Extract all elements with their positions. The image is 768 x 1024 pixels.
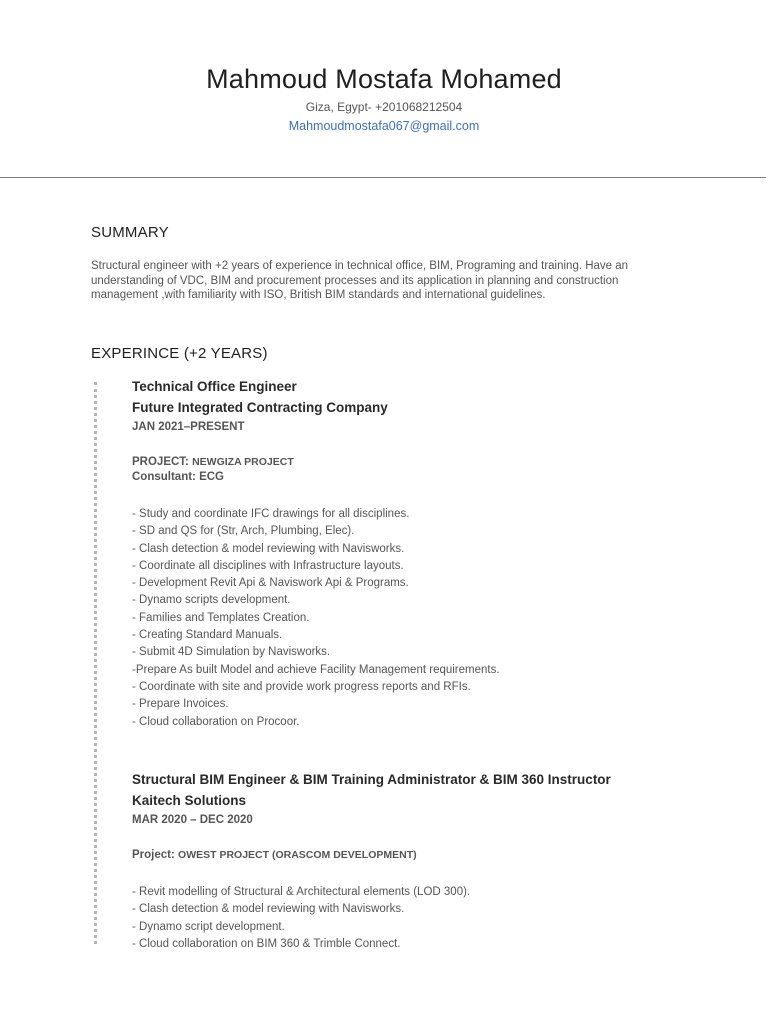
project-name: OWEST PROJECT (ORASCOM DEVELOPMENT) xyxy=(178,849,417,861)
job-title: Technical Office Engineer xyxy=(132,379,297,394)
job-entry xyxy=(132,769,692,953)
project-label: PROJECT: xyxy=(132,456,189,468)
duty-item: - Coordinate with site and provide work progress reports and RFIs. xyxy=(132,680,471,693)
duty-item: - SD and QS for (Str, Arch, Plumbing, Elec). xyxy=(132,525,355,538)
duty-item: - Cloud collaboration on BIM 360 & Trimble Connect. xyxy=(132,937,401,950)
duty-item: - Creating Standard Manuals. xyxy=(132,629,283,642)
header-divider xyxy=(0,177,766,178)
duty-item: - Cloud collaboration on Procoor. xyxy=(132,715,300,728)
summary-heading: SUMMARY xyxy=(91,224,169,241)
job-company: Future Integrated Contracting Company xyxy=(132,400,388,415)
project-name: NEWGIZA PROJECT xyxy=(192,456,294,468)
job-entry xyxy=(132,376,692,731)
duty-item: - Clash detection & model reviewing with Navisworks. xyxy=(132,903,405,916)
job-dates: JAN 2021–PRESENT xyxy=(132,421,245,433)
resume-header xyxy=(0,64,768,133)
summary-text: Structural engineer with +2 years of experience in technical office, BIM, Programing and training. Have an understanding of VDC, BIM and procurement processes and its application in planning and construction management ,with familiarity with ISO, British BIM standards and international guidelines. xyxy=(91,260,629,302)
duty-list xyxy=(132,884,692,953)
timeline-line xyxy=(94,382,97,944)
duty-item: - Submit 4D Simulation by Navisworks. xyxy=(132,646,331,659)
duty-item: - Study and coordinate IFC drawings for all disciplines. xyxy=(132,508,410,520)
consultant: Consultant: ECG xyxy=(132,471,224,483)
job-company: Kaitech Solutions xyxy=(132,793,247,808)
duty-item: - Dynamo scripts development. xyxy=(132,594,291,607)
project-line xyxy=(132,456,692,468)
duty-item: - Prepare Invoices. xyxy=(132,698,229,711)
duty-item: - Coordinate all disciplines with Infrastructure layouts. xyxy=(132,559,404,572)
candidate-name: Mahmoud Mostafa Mohamed xyxy=(206,64,562,94)
duty-item: - Families and Templates Creation. xyxy=(132,611,310,624)
duty-item: - Dynamo script development. xyxy=(132,920,285,933)
job-dates: MAR 2020 – DEC 2020 xyxy=(132,814,253,826)
job-title: Structural BIM Engineer & BIM Training Administrator & BIM 360 Instructor xyxy=(132,772,611,787)
duty-item: - Clash detection & model reviewing with Navisworks. xyxy=(132,542,405,555)
email-link[interactable]: Mahmoudmostafa067@gmail.com xyxy=(288,119,480,133)
duty-item: -Prepare As built Model and achieve Facility Management requirements. xyxy=(132,663,500,676)
experience-heading: EXPERINCE (+2 YEARS) xyxy=(91,345,268,362)
duty-item: - Revit modelling of Structural & Architectural elements (LOD 300). xyxy=(132,886,471,898)
duty-item: - Development Revit Api & Naviswork Api & Programs. xyxy=(132,577,409,590)
project-label: Project: xyxy=(132,849,175,861)
duty-list xyxy=(132,506,692,731)
contact-info: Giza, Egypt- +201068212504 xyxy=(305,100,463,114)
project-line xyxy=(132,849,692,861)
